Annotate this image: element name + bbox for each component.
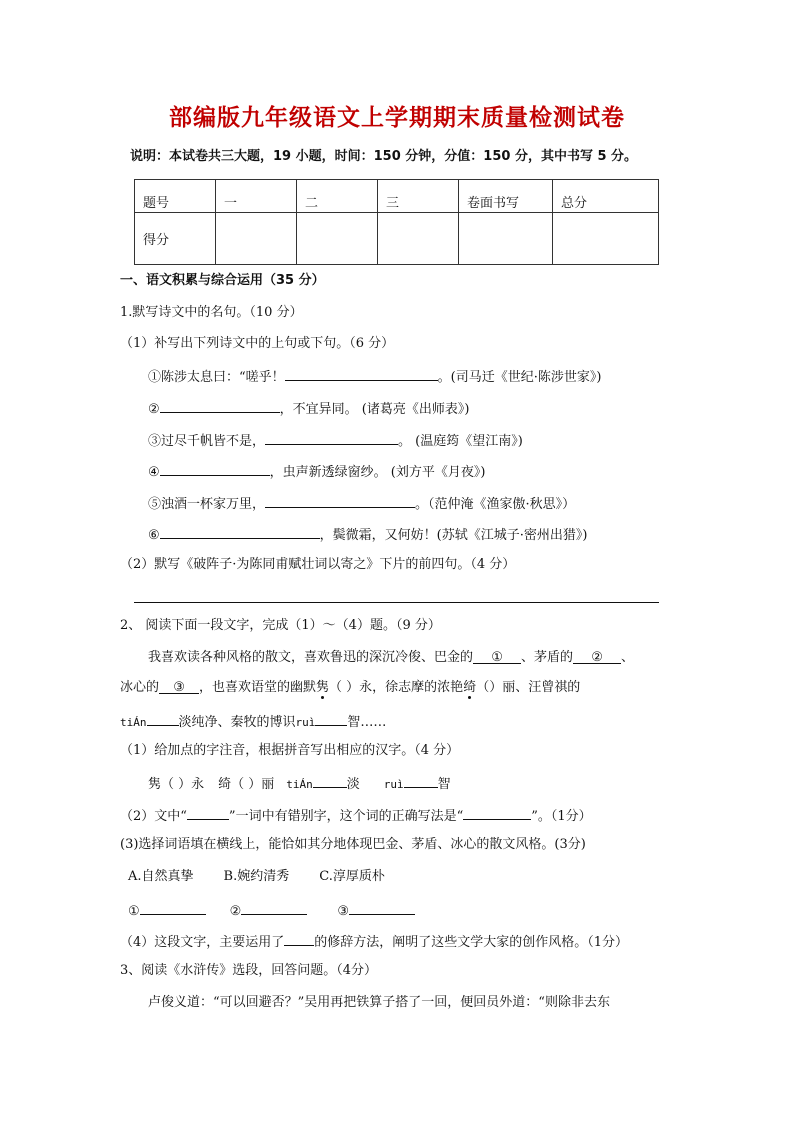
- answer-blank[interactable]: [265, 430, 398, 445]
- answer-blank[interactable]: [241, 900, 307, 915]
- blank-label: ②: [229, 904, 242, 919]
- choice-blanks-line: [128, 900, 415, 921]
- item-text: （2）文中“: [120, 809, 187, 824]
- recite-item-2: [148, 398, 469, 419]
- answer-blank[interactable]: [404, 773, 438, 788]
- item-source: ，虫声新透绿窗纱。 (刘方平《月夜》): [269, 465, 486, 480]
- score-table-score-row: [135, 213, 659, 265]
- score-cell: [216, 213, 297, 265]
- header-cell: 题号: [135, 180, 216, 213]
- passage-blank-1[interactable]: ①: [473, 649, 521, 664]
- passage-text: ，也喜欢语堂的幽默: [199, 680, 317, 695]
- pinyin-answer-line: [148, 773, 451, 794]
- question-1-sub1: （1）补写出下列诗文中的上句或下句。（6 分）: [120, 336, 395, 351]
- passage-line-3: [120, 711, 386, 732]
- question-3-text: 卢俊义道：“可以回避否？”吴用再把铁算子搭了一回，便回员外道：“则除非去东: [148, 995, 610, 1010]
- item-source: 。(司马迁《世纪·陈涉世家》): [437, 370, 602, 385]
- question-2-sub1: （1）给加点的字注音，根据拼音写出相应的汉字。（4 分）: [120, 743, 460, 758]
- pinyin: ruì: [383, 778, 404, 791]
- score-cell: [459, 213, 553, 265]
- item-text: ③过尽千帆皆不是，: [148, 434, 266, 449]
- answer-blank[interactable]: [284, 931, 314, 946]
- row-label: 得分: [135, 213, 216, 265]
- item-text: ①陈涉太息曰：“嗟乎！: [148, 370, 285, 385]
- item-text: ④: [148, 465, 160, 480]
- recite-item-6: [148, 524, 587, 545]
- header-cell: 一: [216, 180, 297, 213]
- score-table: [134, 179, 659, 265]
- answer-blank[interactable]: [140, 900, 206, 915]
- answer-blank[interactable]: [160, 461, 270, 476]
- question-3-title: 3、阅读《水浒传》选段，回答问题。（4分）: [120, 963, 378, 978]
- item-source: 。（范仲淹《渔家傲·秋思》）: [415, 497, 576, 512]
- question-1-title: 1.默写诗文中的名句。（10 分）: [120, 305, 303, 320]
- answer-blank[interactable]: [463, 805, 531, 820]
- score-table-header-row: [135, 180, 659, 213]
- option-b: B.婉约清秀: [223, 869, 290, 884]
- header-cell: 二: [297, 180, 378, 213]
- score-cell: [297, 213, 378, 265]
- section-1-heading: 一、语文积累与综合运用（35 分）: [120, 273, 325, 288]
- item-text: ”一词中有错别字，这个词的正确写法是“: [228, 809, 464, 824]
- item-source: ，鬓微霜，又何妨！(苏轼《江城子·密州出猎》): [319, 528, 588, 543]
- passage-text: 、茅盾的: [521, 650, 574, 665]
- item-source: ，不宜异同。 (诸葛亮《出师表》): [279, 402, 470, 417]
- option-a: A.自然真挚: [128, 869, 194, 884]
- pinyin-item: 淡: [346, 777, 360, 792]
- header-cell: 三: [378, 180, 459, 213]
- item-source: 。 (温庭筠《望江南》): [398, 434, 523, 449]
- recite-item-3: [148, 430, 523, 451]
- answer-blank[interactable]: [160, 398, 280, 413]
- header-cell: 卷面书写: [459, 180, 553, 213]
- blank-label: ①: [128, 904, 140, 919]
- exam-title: 部编版九年级语文上学期期末质量检测试卷: [169, 105, 625, 131]
- item-text: 的修辞方法，阐明了这些文学大家的创作风格。（1分）: [314, 935, 629, 950]
- answer-blank[interactable]: [313, 773, 347, 788]
- passage-text: 智……: [347, 715, 387, 730]
- question-2-sub4: [120, 931, 628, 952]
- pinyin: ruì: [295, 716, 316, 729]
- question-2-title: 2、 阅读下面一段文字，完成（1）～（4）题。（9 分）: [120, 618, 441, 633]
- dotted-char: 绮: [463, 680, 477, 695]
- pinyin-item: 隽（ ）永: [148, 777, 205, 792]
- question-2-sub3: (3)选择词语填在横线上，能恰如其分地体现巴金、茅盾、冰心的散文风格。(3分): [120, 837, 586, 852]
- pinyin: tiÁn: [286, 778, 313, 791]
- answer-blank[interactable]: [187, 805, 229, 820]
- passage-text: 淡纯净、秦牧的博识: [178, 715, 296, 730]
- answer-blank[interactable]: [265, 493, 415, 508]
- pinyin-item: 智: [437, 777, 451, 792]
- question-2-sub2: [120, 805, 592, 826]
- passage-text: 我喜欢读各种风格的散文，喜欢鲁迅的深沉冷俊、巴金的: [148, 650, 474, 665]
- question-1-sub2: （2）默写《破阵子·为陈同甫赋壮词以寄之》下片的前四句。（4 分）: [120, 557, 516, 572]
- passage-blank-2[interactable]: ②: [573, 649, 621, 664]
- answer-line[interactable]: [134, 602, 659, 603]
- score-cell: [553, 213, 659, 265]
- pinyin: tiÁn: [120, 716, 147, 729]
- answer-blank[interactable]: [160, 524, 320, 539]
- passage-text: 冰心的: [120, 680, 160, 695]
- exam-note: 说明：本试卷共三大题，19 小题，时间：150 分钟，分值：150 分，其中书写 5 分。: [130, 149, 638, 164]
- options-line: [128, 868, 385, 886]
- passage-text: （ ）永，徐志摩的浓艳: [329, 680, 464, 695]
- passage-line-2: [120, 679, 580, 697]
- item-text: ②: [148, 402, 160, 417]
- answer-blank[interactable]: [349, 900, 415, 915]
- passage-text: 、: [621, 650, 635, 665]
- answer-blank[interactable]: [285, 366, 438, 381]
- pinyin-blank[interactable]: [315, 711, 347, 726]
- recite-item-1: [148, 366, 601, 387]
- item-text: （4）这段文字，主要运用了: [120, 935, 285, 950]
- passage-blank-3[interactable]: ③: [159, 679, 199, 694]
- recite-item-4: [148, 461, 485, 482]
- recite-item-5: [148, 493, 575, 514]
- item-text: ⑤浊酒一杯家万里，: [148, 497, 266, 512]
- pinyin-blank[interactable]: [147, 711, 179, 726]
- dotted-char: 隽: [316, 680, 330, 695]
- item-text: ”。（1分）: [531, 809, 592, 824]
- item-text: ⑥: [148, 528, 160, 543]
- header-cell: 总分: [553, 180, 659, 213]
- option-c: C.淳厚质朴: [319, 869, 385, 884]
- pinyin-item: 绮（ ）丽: [218, 777, 275, 792]
- passage-line-1: [148, 649, 634, 667]
- blank-label: ③: [337, 904, 349, 919]
- score-cell: [378, 213, 459, 265]
- passage-text: （）丽、汪曾祺的: [476, 680, 581, 695]
